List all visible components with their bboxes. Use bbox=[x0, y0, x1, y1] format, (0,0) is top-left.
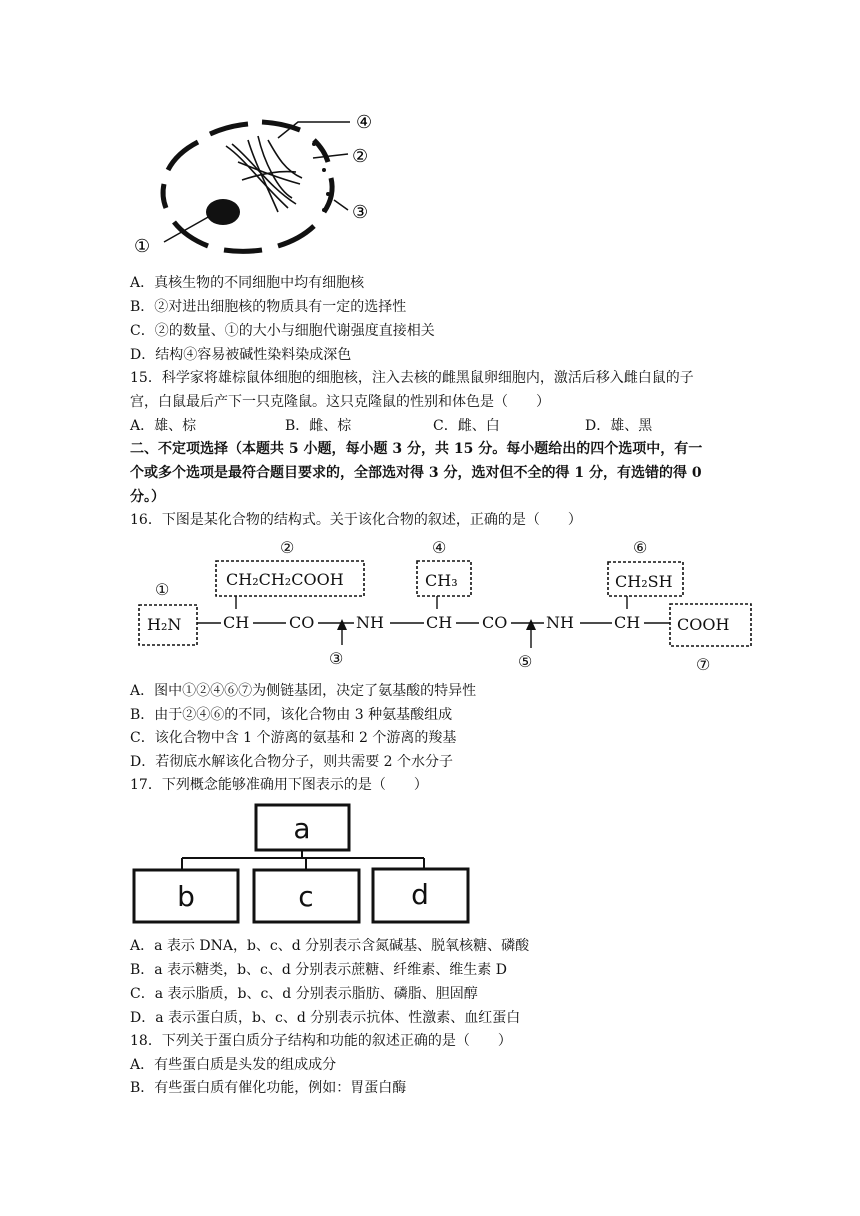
node-c: c bbox=[298, 880, 314, 913]
concept-tree-figure bbox=[130, 800, 475, 930]
section2-heading-line3: 分。） bbox=[130, 489, 165, 505]
label-3: ③ bbox=[329, 649, 344, 668]
alpha-carbon-1: CH bbox=[223, 613, 250, 632]
chromatin bbox=[226, 136, 302, 212]
q16-option-a: A．图中①②④⑥⑦为侧链基团，决定了氨基酸的特异性 bbox=[130, 683, 477, 699]
r-group-1: CH₂CH₂COOH bbox=[226, 570, 344, 589]
q17-stem: 17．下列概念能够准确用下图表示的是（ ） bbox=[130, 777, 428, 793]
section2-heading-line2: 个或多个选项是最符合题目要求的，全部选对得 3 分，选对但不全的得 1 分，有选错的得 0 bbox=[130, 465, 702, 481]
r-group-2: CH₃ bbox=[425, 571, 458, 590]
r-group-3: CH₂SH bbox=[615, 572, 673, 591]
label-4: ④ bbox=[356, 112, 373, 133]
nucleolus bbox=[206, 199, 240, 225]
alpha-carbon-2: CH bbox=[426, 613, 453, 632]
node-d: d bbox=[411, 878, 429, 911]
peptide-figure bbox=[128, 533, 756, 678]
label-1: ① bbox=[155, 580, 170, 599]
carbonyl-1: CO bbox=[289, 613, 315, 632]
node-a: a bbox=[293, 812, 311, 845]
amide-1: NH bbox=[356, 613, 384, 632]
label-3: ③ bbox=[352, 202, 369, 223]
q15-option-b: B．雌、棕 bbox=[285, 418, 352, 434]
q17-option-d: D．a 表示蛋白质，b、c、d 分别表示抗体、性激素、血红蛋白 bbox=[130, 1010, 521, 1026]
label-7: ⑦ bbox=[696, 655, 711, 674]
amide-2: NH bbox=[546, 613, 574, 632]
label-4: ④ bbox=[432, 538, 447, 557]
q18-option-a: A．有些蛋白质是头发的组成成分 bbox=[130, 1057, 337, 1073]
carbonyl-2: CO bbox=[482, 613, 508, 632]
q14-option-b: B．②对进出细胞核的物质具有一定的选择性 bbox=[130, 299, 407, 315]
q16-option-c: C．该化合物中含 1 个游离的氨基和 2 个游离的羧基 bbox=[130, 730, 457, 746]
carboxyl-group: COOH bbox=[677, 615, 730, 634]
section2-heading-line1: 二、不定项选择（本题共 5 小题，每小题 3 分，共 15 分。每小题给出的四个选项中，有一 bbox=[130, 441, 703, 457]
label-5: ⑤ bbox=[518, 652, 533, 671]
q17-option-c: C．a 表示脂质，b、c、d 分别表示脂肪、磷脂、胆固醇 bbox=[130, 986, 478, 1002]
q14-option-c: C．②的数量、①的大小与细胞代谢强度直接相关 bbox=[130, 323, 435, 339]
q15-option-d: D．雄、黑 bbox=[585, 418, 653, 434]
q17-option-b: B．a 表示糖类，b、c、d 分别表示蔗糖、纤维素、维生素 D bbox=[130, 962, 507, 978]
nuclear-envelope bbox=[163, 122, 332, 251]
nucleus-figure bbox=[128, 100, 388, 265]
label-6: ⑥ bbox=[633, 538, 648, 557]
q15-stem-line2: 宫，白鼠最后产下一只克隆鼠。这只克隆鼠的性别和体色是（ ） bbox=[130, 394, 550, 410]
node-b: b bbox=[177, 880, 195, 913]
q16-option-d: D．若彻底水解该化合物分子，则共需要 2 个水分子 bbox=[130, 754, 454, 770]
q14-option-d: D．结构④容易被碱性染料染成深色 bbox=[130, 347, 352, 363]
q17-option-a: A．a 表示 DNA，b、c、d 分别表示含氮碱基、脱氧核糖、磷酸 bbox=[130, 938, 530, 954]
label-2: ② bbox=[352, 146, 369, 167]
q16-option-b: B．由于②④⑥的不同，该化合物由 3 种氨基酸组成 bbox=[130, 707, 453, 723]
q18-option-b: B．有些蛋白质有催化功能，例如：胃蛋白酶 bbox=[130, 1080, 407, 1096]
q15-option-a: A．雄、棕 bbox=[130, 418, 197, 434]
q18-stem: 18．下列关于蛋白质分子结构和功能的叙述正确的是（ ） bbox=[130, 1033, 512, 1049]
q14-option-a: A．真核生物的不同细胞中均有细胞核 bbox=[130, 275, 365, 291]
q15-option-c: C．雌、白 bbox=[433, 418, 500, 434]
q16-stem: 16．下图是某化合物的结构式。关于该化合物的叙述，正确的是（ ） bbox=[130, 512, 582, 528]
label-2: ② bbox=[280, 538, 295, 557]
alpha-carbon-3: CH bbox=[614, 613, 641, 632]
q15-stem-line1: 15．科学家将雄棕鼠体细胞的细胞核，注入去核的雌黑鼠卵细胞内，激活后移入雌白鼠的子 bbox=[130, 370, 694, 386]
label-1: ① bbox=[134, 236, 151, 257]
amino-group: H₂N bbox=[147, 615, 182, 634]
